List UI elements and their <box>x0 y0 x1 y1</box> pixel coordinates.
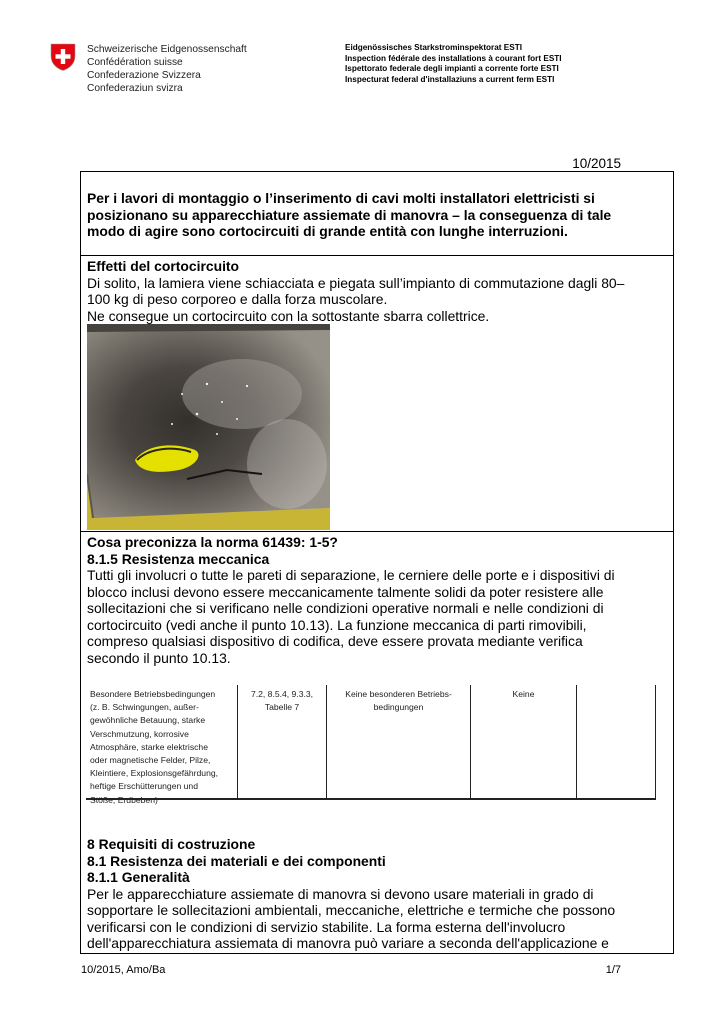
effects-line: 100 kg di peso corporeo e dalla forza muscolare. <box>87 291 388 307</box>
norm-line: secondo il punto 10.13. <box>87 649 231 666</box>
section-divider <box>81 255 673 256</box>
table-cell-line: Kleintiere, Explosionsgefährdung, <box>90 768 219 779</box>
content-box <box>80 171 674 954</box>
document-date: 10/2015 <box>572 156 621 171</box>
table-cell-line: Keine besonderen Betriebs- <box>345 689 452 699</box>
table-cell-line: gewöhnliche Betauung, starke <box>90 715 206 726</box>
effects-heading: Effetti del cortocircuito <box>87 258 240 274</box>
table-cell-line: oder magnetische Felder, Pilze, <box>90 755 211 766</box>
intro-paragraph <box>87 190 667 240</box>
table-cell-line: Tabelle 7 <box>264 702 300 713</box>
table-cell-line: (z. B. Schwingungen, außer- <box>90 702 199 713</box>
confederation-it: Confederazione Svizzera <box>87 70 201 81</box>
effects-section <box>87 258 667 324</box>
table-column-rule <box>470 685 471 800</box>
confederation-de: Schweizerische Eidgenossenschaft <box>87 44 247 55</box>
norm-table-excerpt <box>86 680 656 805</box>
effects-line: Di solito, la lamiera viene schiacciata e piegata sull’impianto di commutazione dagli 80– <box>87 274 625 291</box>
table-cell-line: heftige Erschütterungen und <box>90 781 198 792</box>
short-circuit-damage-photo <box>87 324 330 530</box>
table-cell-line: Verschmutzung, korrosive <box>90 728 189 739</box>
agency-rm: Inspecturat federal d'installaziuns a current ferm ESTI <box>345 74 555 84</box>
table-cell-conditions <box>90 688 236 807</box>
section-divider <box>81 531 673 532</box>
confederation-names <box>87 43 247 95</box>
table-cell-line: Besondere Betriebsbedingungen <box>90 689 216 699</box>
swiss-coat-of-arms-icon <box>50 43 76 71</box>
table-column-rule <box>576 685 577 800</box>
requirements-line: sopportare le sollecitazioni ambientali, meccaniche, elettriche e termiche che possono <box>87 902 616 918</box>
confederation-fr: Confédération suisse <box>87 57 183 68</box>
norm-line: cortocircuito (vedi anche il punto 10.13). La funzione meccanica di parti rimovibili, <box>87 616 587 633</box>
table-cell-default <box>327 688 470 714</box>
norm-line: sollecitazioni che si verificano nelle condizioni operative normali e nelle condizioni di <box>87 600 604 616</box>
norm-clause-heading: 8.1.5 Resistenza meccanica <box>87 550 270 567</box>
confederation-rm: Confederaziun svizra <box>87 83 183 94</box>
norm-question-heading: Cosa preconizza la norma 61439: 1-5? <box>87 534 338 550</box>
norm-line: blocco inclusi devono essere meccanicamente talmente solidi da poter resistere alle <box>87 583 604 600</box>
requirements-section <box>87 836 667 952</box>
table-cell-clauses <box>238 688 326 714</box>
footer-date-author: 10/2015, Amo/Ba <box>81 964 166 976</box>
requirements-line: Per le apparecchiature assiemate di manovra si devono usare materiali in grado di <box>87 885 594 902</box>
footer-page-number: 1/7 <box>605 964 621 976</box>
table-column-rule <box>655 685 656 800</box>
table-cell-line: Atmosphäre, starke elektrische <box>90 741 208 752</box>
agency-de: Eidgenössisches Starkstrominspektorat ESTI <box>345 43 522 52</box>
agency-names <box>345 43 562 85</box>
intro-line: Per i lavori di montaggio o l’inserimento di cavi molti installatori elettricisti si <box>87 190 595 206</box>
requirements-subheading: 8.1 Resistenza dei materiali e dei componenti <box>87 852 386 869</box>
table-cell-line: 7.2, 8.5.4, 9.3.3, <box>250 689 314 699</box>
table-cell-line: bedingungen <box>373 702 424 713</box>
agency-it: Ispettorato federale degli impianti a corrente forte ESTI <box>345 64 559 74</box>
norm-line: Tutti gli involucri o tutte le pareti di separazione, le cerniere delle porte e i dispositivi di <box>87 567 615 583</box>
requirements-heading: 8 Requisiti di costruzione <box>87 836 256 852</box>
requirements-line: dell'apparecchiatura assiemata di manovra può variare a seconda dell'applicazione e <box>87 935 609 951</box>
table-cell-line: Stöße, Erdbeben) <box>90 794 158 805</box>
norm-section <box>87 534 667 666</box>
table-cell-line: Keine <box>512 689 535 699</box>
requirements-subsubheading: 8.1.1 Generalità <box>87 869 190 885</box>
intro-line: modo di agire sono cortocircuiti di grande entità con lunghe interruzioni. <box>87 223 568 239</box>
agency-fr: Inspection fédérale des installations à courant fort ESTI <box>345 53 562 63</box>
effects-line: Ne consegue un cortocircuito con la sottostante sbarra collettrice. <box>87 307 490 324</box>
table-cell-value <box>471 688 576 701</box>
norm-line: compreso qualsiasi dispositivo di codifica, deve essere provata mediante verifica <box>87 633 583 649</box>
intro-line: posizionano su apparecchiature assiemate di manovra – la conseguenza di tale <box>87 206 612 223</box>
requirements-line: verificarsi con le condizioni di servizio stabilite. La forma esterna dell'involucro <box>87 918 566 935</box>
